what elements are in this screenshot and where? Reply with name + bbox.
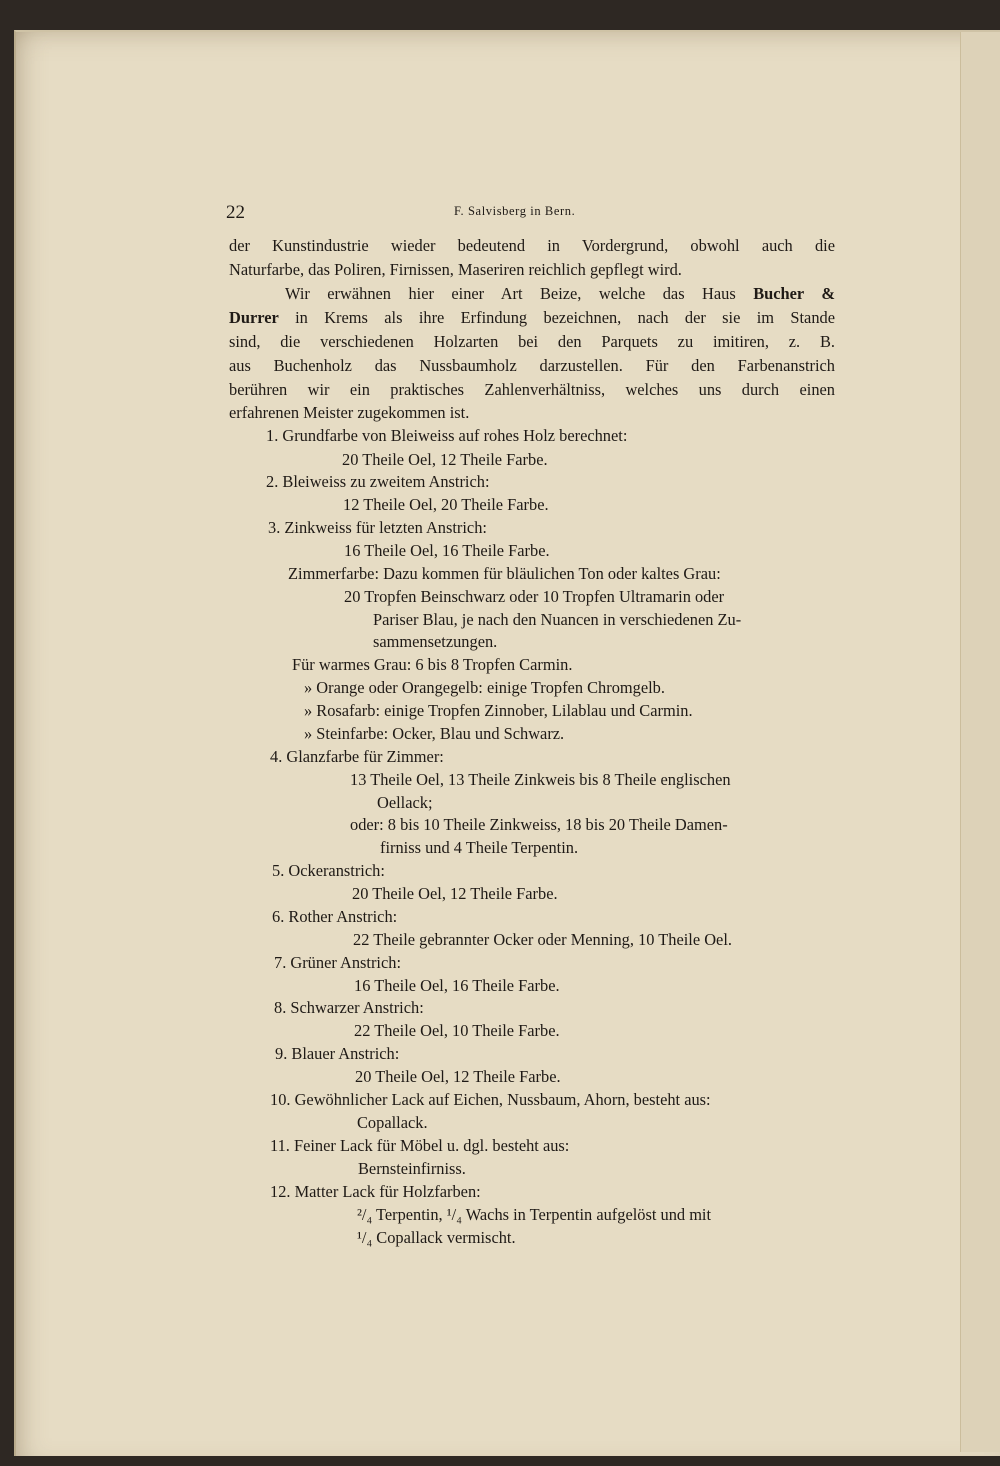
recipe-title: 12. Matter Lack für Holzfarben: [270,1182,481,1201]
recipe-mix: ¹/₄ Copallack vermischt. [357,1228,516,1247]
recipe-mix: 20 Theile Oel, 12 Theile Farbe. [352,884,558,903]
text-line: aus Buchenholz das Nussbaumholz darzustellen. Für den Farbenanstrich [229,356,835,375]
recipe-note: » Orange oder Orangegelb: einige Tropfen Chromgelb. [304,678,665,697]
text-line: sind, die verschiedenen Holzarten bei den Parquets zu imitiren, z. B. [229,332,835,351]
firm-name: Bucher & [753,284,835,303]
recipe-mix: 20 Theile Oel, 12 Theile Farbe. [342,450,548,469]
running-head: F. Salvisberg in Bern. [454,204,576,218]
recipe-note: Zimmerfarbe: Dazu kommen für bläulichen Ton oder kaltes Grau: [288,564,721,583]
recipe-mix: 20 Theile Oel, 12 Theile Farbe. [355,1067,561,1086]
recipe-mix: oder: 8 bis 10 Theile Zinkweiss, 18 bis 20 Theile Damen- [350,815,728,834]
recipe-title: 2. Bleiweiss zu zweitem Anstrich: [266,472,490,491]
text-line: Naturfarbe, das Poliren, Firnissen, Maseriren reichlich gepflegt wird. [229,260,682,279]
recipe-mix: 22 Theile Oel, 10 Theile Farbe. [354,1021,560,1040]
text-line [229,310,835,326]
recipe-note: » Rosafarb: einige Tropfen Zinnober, Lilablau und Carmin. [304,701,693,720]
text-line [285,286,835,302]
text-run: in Krems als ihre Erfindung bezeichnen, nach der sie im Stande [278,308,835,327]
recipe-title: 4. Glanzfarbe für Zimmer: [270,747,444,766]
next-leaf-edge [960,32,1000,1452]
recipe-title: 8. Schwarzer Anstrich: [274,998,424,1017]
recipe-mix: 13 Theile Oel, 13 Theile Zinkweis bis 8 Theile englischen [350,770,731,789]
recipe-note: Für warmes Grau: 6 bis 8 Tropfen Carmin. [292,655,573,674]
recipe-title: 10. Gewöhnlicher Lack auf Eichen, Nussbaum, Ahorn, besteht aus: [270,1090,711,1109]
recipe-note: 20 Tropfen Beinschwarz oder 10 Tropfen Ultramarin oder [344,587,725,606]
recipe-mix: Bernsteinfirniss. [358,1159,466,1178]
recipe-title: 1. Grundfarbe von Bleiweiss auf rohes Holz berechnet: [266,426,628,445]
recipe-title: 6. Rother Anstrich: [272,907,398,926]
recipe-title: 7. Grüner Anstrich: [274,953,402,972]
text-line: der Kunstindustrie wieder bedeutend in Vordergrund, obwohl auch die [229,236,835,255]
recipe-mix: 12 Theile Oel, 20 Theile Farbe. [343,495,549,514]
recipe-mix: firniss und 4 Theile Terpentin. [380,838,579,857]
recipe-mix: Oellack; [377,793,433,812]
text-run: Wir erwähnen hier einer Art Beize, welche das Haus [285,284,754,303]
recipe-note: Pariser Blau, je nach den Nuancen in verschiedenen Zu- [373,610,742,629]
firm-name: Durrer [229,308,279,327]
recipe-title: 3. Zinkweiss für letzten Anstrich: [268,518,487,537]
text-line: erfahrenen Meister zugekommen ist. [229,403,470,422]
page-number: 22 [226,202,245,223]
recipe-mix: 22 Theile gebrannter Ocker oder Menning, 10 Theile Oel. [353,930,732,949]
recipe-title: 11. Feiner Lack für Möbel u. dgl. besteht aus: [270,1136,570,1155]
page-header [226,196,856,226]
recipe-mix: ²/₄ Terpentin, ¹/₄ Wachs in Terpentin aufgelöst und mit [357,1205,712,1224]
recipe-title: 9. Blauer Anstrich: [275,1044,400,1063]
text-line: berühren wir ein praktisches Zahlenverhältniss, welches uns durch einen [229,380,835,399]
recipe-mix: 16 Theile Oel, 16 Theile Farbe. [344,541,550,560]
recipe-note: sammensetzungen. [373,632,498,651]
recipe-mix: 16 Theile Oel, 16 Theile Farbe. [354,976,560,995]
recipe-mix: Copallack. [357,1113,428,1132]
recipe-note: » Steinfarbe: Ocker, Blau und Schwarz. [304,724,565,743]
recipe-title: 5. Ockeranstrich: [272,861,385,880]
